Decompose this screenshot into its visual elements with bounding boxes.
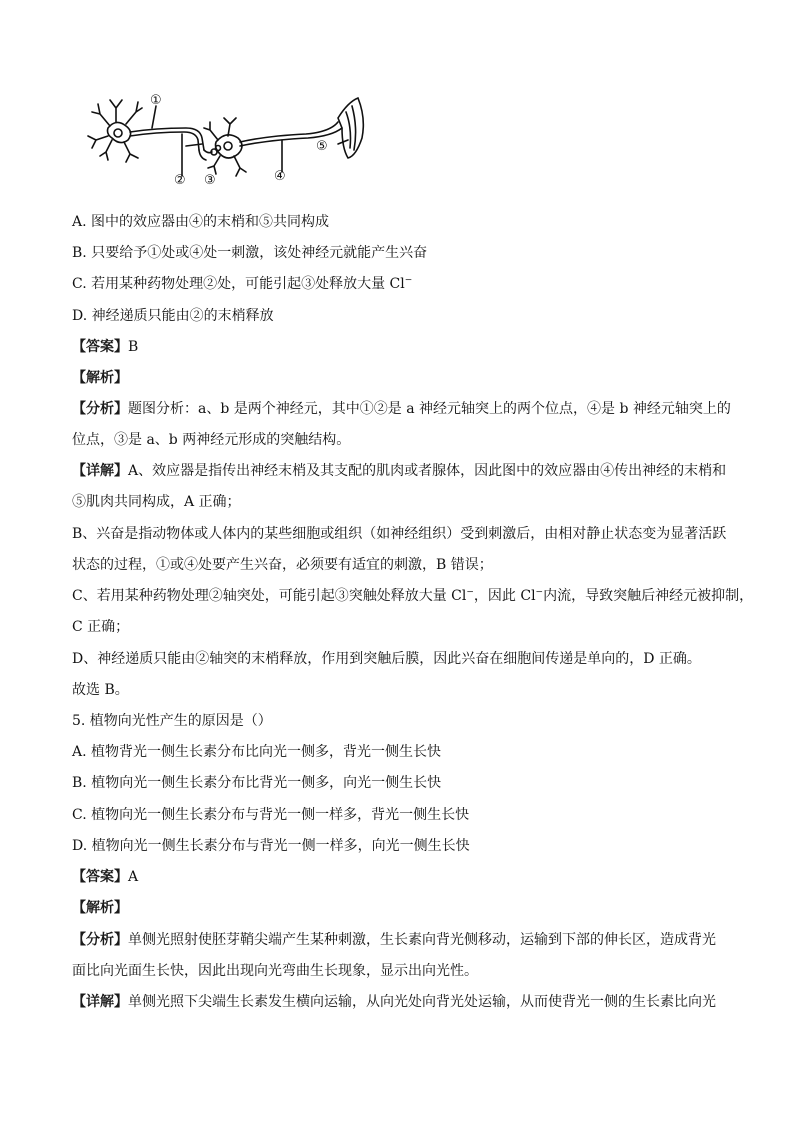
detail-a1-text: A、效应器是指传出神经末梢及其支配的肌肉或者腺体，因此图中的效应器由④传出神经的末梢和 (128, 463, 727, 479)
detail-text: 单侧光照下尖端生长素发生横向运输，从向光处向背光处运输，从而使背光一侧的生长素比向光 (128, 994, 716, 1010)
fenxi-tag: 【分析】 (72, 932, 128, 948)
q5-fenxi-line2: 面比向光面生长快，因此出现向光弯曲生长现象，显示出向光性。 (72, 963, 478, 979)
fenxi-tag: 【分析】 (72, 401, 128, 417)
q4-fenxi-line2: 位点，③是 a、b 两神经元形成的突触结构。 (72, 432, 351, 448)
q4-detail-b2: 状态的过程，①或④处要产生兴奋，必须要有适宜的刺激，B 错误； (72, 557, 493, 573)
detail-c1-sup2: − (535, 587, 544, 598)
detail-c1-pre: C、若用某种药物处理②轴突处，可能引起③突触处释放大量 Cl (72, 588, 467, 604)
q4-option-d: D. 神经递质只能由②的末梢释放 (72, 308, 274, 324)
fenxi-text: 单侧光照射使胚芽鞘尖端产生某种刺激，生长素向背光侧移动，运输到下部的伸长区，造成背光 (128, 932, 716, 948)
answer-value: B (128, 339, 139, 355)
q5-stem: 5. 植物向光性产生的原因是（） (72, 713, 272, 729)
detail-tag: 【详解】 (72, 994, 128, 1010)
analysis-tag: 【解析】 (72, 900, 128, 916)
answer-tag: 【答案】 (72, 869, 128, 885)
neuron-diagram (86, 88, 376, 188)
label-2: ② (174, 173, 186, 188)
q4-detail-b1: B、兴奋是指动物体或人体内的某些细胞或组织（如神经组织）受到刺激后，由相对静止状态变为显著活跃 (72, 526, 727, 542)
answer-tag: 【答案】 (72, 339, 128, 355)
q4-detail-c2: C 正确； (72, 619, 130, 635)
q5-option-b: B. 植物向光一侧生长素分布比背光一侧多，向光一侧生长快 (72, 775, 442, 791)
q4-detail-d1: D、神经递质只能由②轴突的末梢释放，作用到突触后膜，因此兴奋在细胞间传递是单向的，D 正确。 (72, 651, 701, 667)
detail-c1-mid: ，因此 Cl (473, 588, 536, 604)
q5-detail-line1 (72, 992, 716, 1012)
q4-detail-c1 (72, 586, 753, 606)
detail-c1-sup: − (466, 587, 474, 598)
analysis-tag: 【解析】 (72, 370, 128, 386)
label-5: ⑤ (316, 139, 328, 154)
q4-option-a: A. 图中的效应器由④的末梢和⑤共同构成 (72, 214, 330, 230)
q4-analysis-tag (72, 368, 128, 388)
q4-option-c-text: C. 若用某种药物处理②处，可能引起③处释放大量 Cl (72, 276, 405, 292)
q4-option-b: B. 只要给予①处或④处一刺激，该处神经元就能产生兴奋 (72, 245, 428, 261)
label-3: ③ (204, 173, 216, 188)
q5-option-d: D. 植物向光一侧生长素分布与背光一侧一样多，向光一侧生长快 (72, 838, 470, 854)
neuron-a-body (108, 122, 131, 142)
q5-analysis-tag (72, 898, 128, 918)
q4-fenxi-line1 (72, 399, 731, 419)
q5-option-a: A. 植物背光一侧生长素分布比向光一侧多，背光一侧生长快 (72, 744, 442, 760)
q4-detail-a1 (72, 461, 726, 481)
q4-option-c (72, 274, 412, 294)
q5-fenxi-line1 (72, 930, 716, 950)
fenxi-text: 题图分析：a、b 是两个神经元，其中①②是 a 神经元轴突上的两个位点，④是 b 神经元轴突上的 (128, 401, 731, 417)
q4-option-c-sup: − (404, 275, 413, 286)
answer-value: A (128, 869, 139, 885)
q5-option-c: C. 植物向光一侧生长素分布与背光一侧一样多，背光一侧生长快 (72, 807, 470, 823)
q4-conclusion: 故选 B。 (72, 682, 129, 698)
q4-answer (72, 337, 138, 357)
detail-c1-post: 内流，导致突触后神经元被抑制， (543, 588, 754, 604)
label-1: ① (150, 93, 162, 108)
q5-answer (72, 867, 138, 887)
detail-tag: 【详解】 (72, 463, 128, 479)
q4-detail-a2: ⑤肌肉共同构成，A 正确； (72, 494, 241, 510)
label-4: ④ (274, 169, 286, 184)
